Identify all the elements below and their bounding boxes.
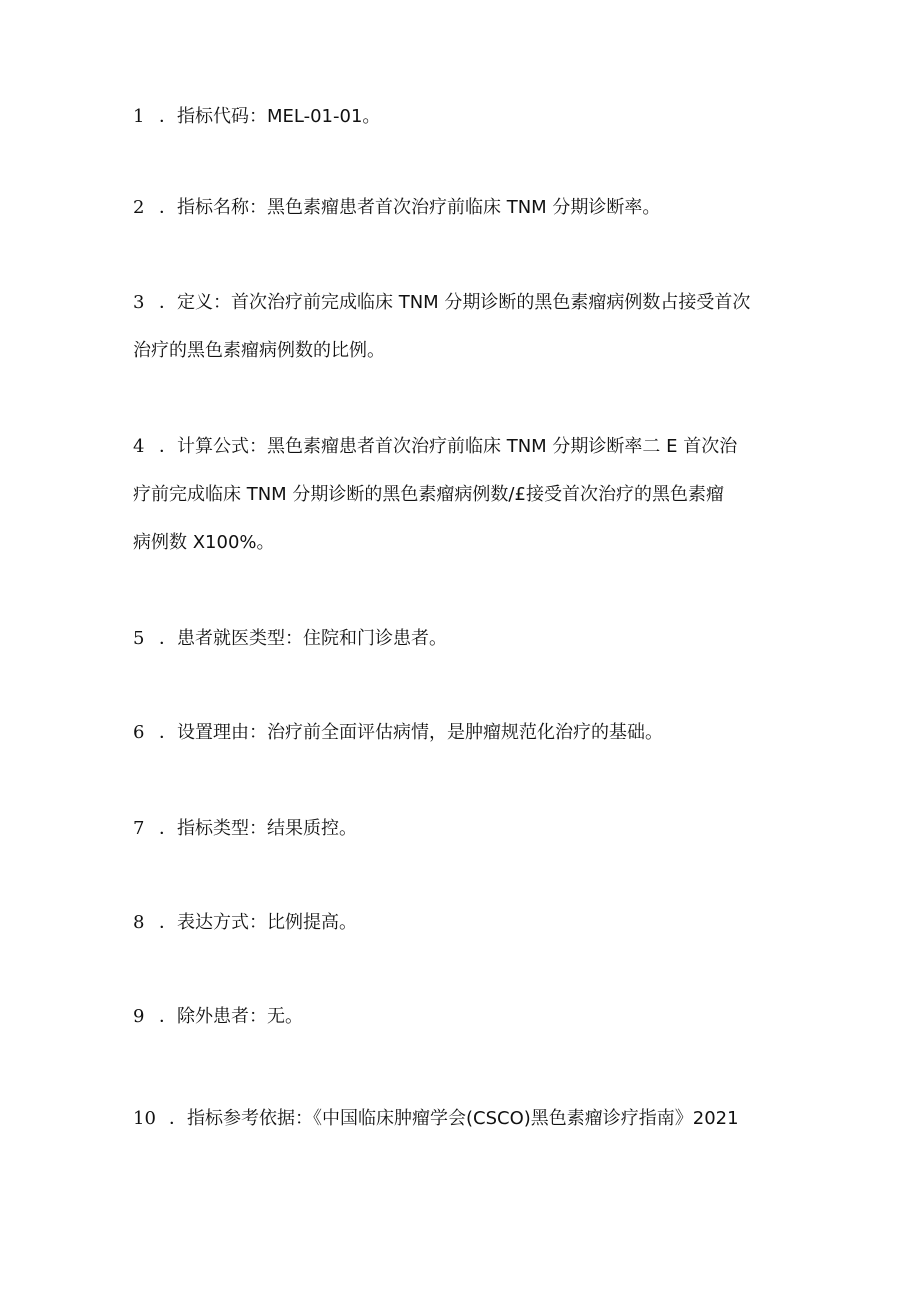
indicator-item-3 — [133, 279, 793, 375]
item-line — [133, 899, 793, 947]
item-number: 1 — [133, 106, 145, 127]
item-number: 2 — [133, 197, 145, 218]
item-text: ．指标代码：MEL-01-01。 — [159, 106, 381, 127]
indicator-item-6 — [133, 709, 793, 757]
indicator-item-8 — [133, 899, 793, 947]
item-text: 病例数 X100%。 — [133, 532, 275, 553]
indicator-item-7 — [133, 805, 793, 853]
item-line — [133, 423, 793, 471]
indicator-item-4 — [133, 423, 793, 567]
item-text: ．计算公式：黑色素瘤患者首次治疗前临床 TNM 分期诊断率二 E 首次治 — [159, 436, 738, 457]
item-line — [133, 993, 793, 1041]
item-line — [133, 327, 793, 375]
indicator-item-2 — [133, 184, 793, 232]
item-line — [133, 805, 793, 853]
item-text: ．患者就医类型：住院和门诊患者。 — [159, 628, 447, 649]
item-line — [133, 279, 793, 327]
item-text: ．表达方式：比例提高。 — [159, 912, 357, 933]
item-text: 治疗的黑色素瘤病例数的比例。 — [133, 340, 385, 361]
item-text: ．设置理由：治疗前全面评估病情，是肿瘤规范化治疗的基础。 — [159, 722, 663, 743]
item-line — [133, 184, 793, 232]
item-text: 疗前完成临床 TNM 分期诊断的黑色素瘤病例数/£接受首次治疗的黑色素瘤 — [133, 484, 724, 505]
item-line — [133, 93, 793, 141]
indicator-item-1 — [133, 93, 793, 141]
indicator-item-10 — [133, 1095, 793, 1143]
item-line — [133, 1095, 793, 1143]
indicator-item-9 — [133, 993, 793, 1041]
item-number: 7 — [133, 818, 145, 839]
item-line — [133, 709, 793, 757]
item-number: 5 — [133, 628, 145, 649]
item-number: 9 — [133, 1006, 145, 1027]
item-text: ．除外患者：无。 — [159, 1006, 303, 1027]
item-text: ．指标参考依据：《中国临床肿瘤学会(CSCO)黑色素瘤诊疗指南》2021 — [169, 1108, 739, 1129]
item-line — [133, 519, 793, 567]
indicator-item-5 — [133, 615, 793, 663]
item-number: 3 — [133, 292, 145, 313]
item-text: ．指标类型：结果质控。 — [159, 818, 357, 839]
item-number: 4 — [133, 436, 145, 457]
item-text: ．指标名称：黑色素瘤患者首次治疗前临床 TNM 分期诊断率。 — [159, 197, 661, 218]
item-line — [133, 471, 793, 519]
item-text: ．定义：首次治疗前完成临床 TNM 分期诊断的黑色素瘤病例数占接受首次 — [159, 292, 751, 313]
item-number: 6 — [133, 722, 145, 743]
item-number: 8 — [133, 912, 145, 933]
item-number: 10 — [133, 1108, 156, 1129]
item-line — [133, 615, 793, 663]
